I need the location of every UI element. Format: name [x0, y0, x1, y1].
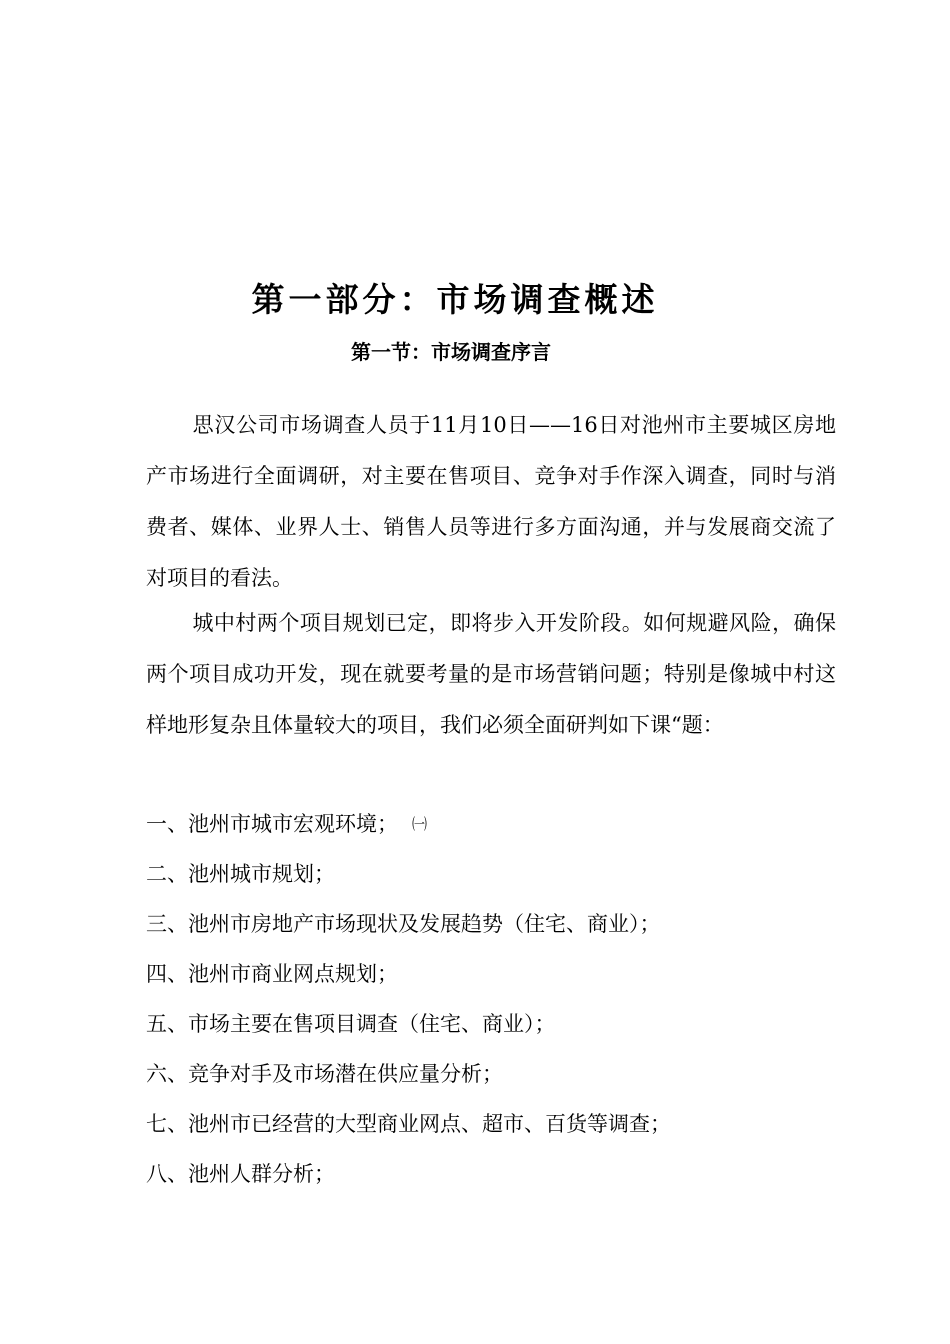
topics-paragraph — [146, 598, 836, 751]
list-item: 二、池州城市规划； — [146, 862, 335, 886]
section-title: 第一节：市场调查序言 — [351, 340, 551, 364]
part-title: 第一部分：市场调查概述 — [251, 280, 659, 319]
intro-paragraph — [146, 400, 836, 604]
list-item: 四、池州市商业网点规划； — [146, 962, 398, 986]
list-item-mark: ㈠ — [412, 815, 428, 833]
list-item: 六、竞争对手及市场潜在供应量分析； — [146, 1062, 503, 1086]
list-item: 七、池州市已经营的大型商业网点、超市、百货等调查； — [146, 1112, 671, 1136]
topics-paragraph-text: 城中村两个项目规划已定，即将步入开发阶段。如何规避风险，确保两个项目成功开发，现在就要考量的是市场营销问题；特别是像城中村这样地形复杂且体量较大的项目，我们必须全面研判如下课“题： — [146, 611, 836, 737]
list-item: 五、市场主要在售项目调查（住宅、商业）； — [146, 1012, 556, 1036]
list-item-text: 一、池州市城市宏观环境； — [146, 812, 398, 836]
intro-paragraph-text: 思汉公司市场调查人员于11月10日——16日对池州市主要城区房地产市场进行全面调研，对主要在售项目、竞争对手作深入调查，同时与消费者、媒体、业界人士、销售人员等进行多方面沟通，并与发展商交流了对项目的看法。 — [146, 413, 836, 590]
list-item — [146, 808, 427, 840]
list-item: 八、池州人群分析； — [146, 1162, 335, 1186]
list-item: 三、池州市房地产市场现状及发展趋势（住宅、商业）； — [146, 912, 661, 936]
